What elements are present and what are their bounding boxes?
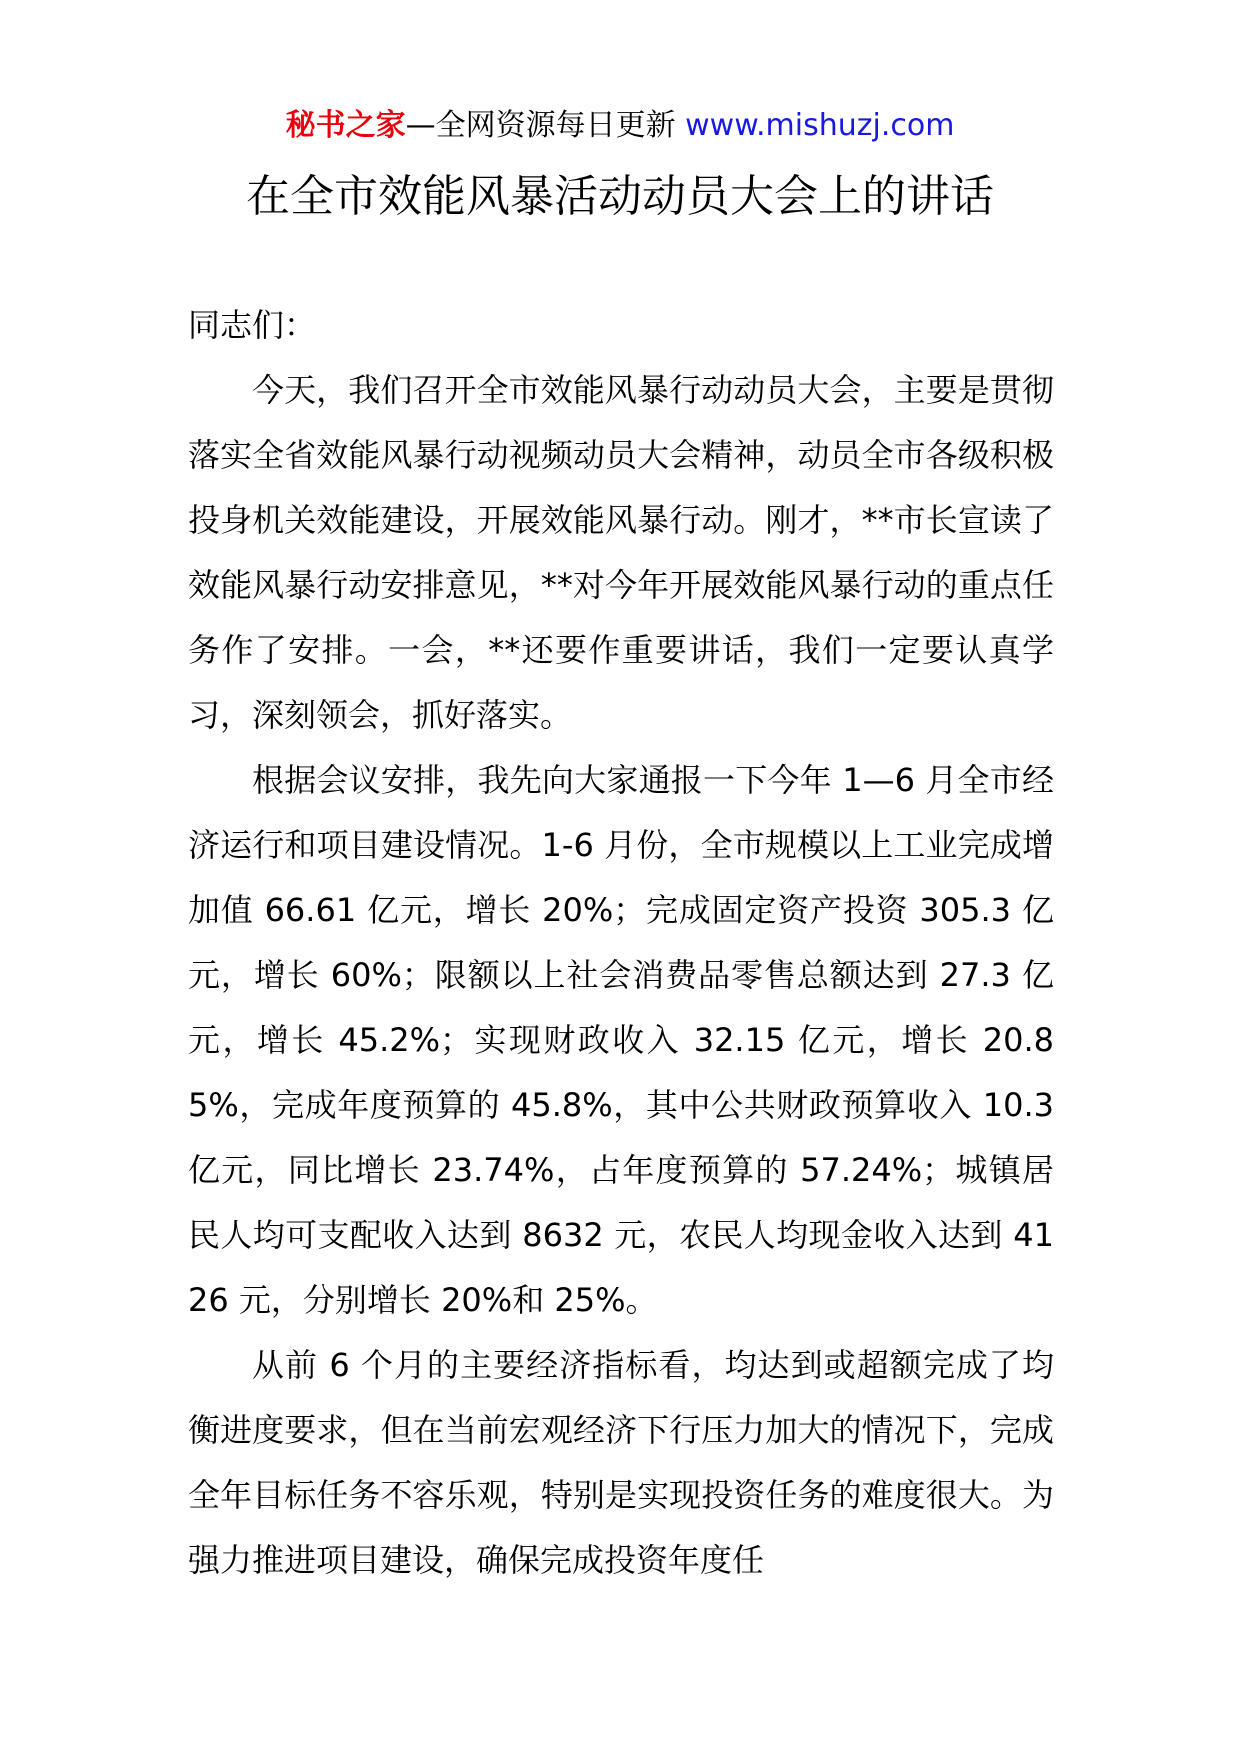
document-body xyxy=(188,293,1054,1593)
site-tagline: —全网资源每日更新 xyxy=(405,108,676,143)
document-title: 在全市效能风暴活动动员大会上的讲话 xyxy=(246,171,994,222)
site-url[interactable]: www.mishuzj.com xyxy=(685,108,955,143)
site-brand: 秘书之家 xyxy=(285,108,406,143)
site-header xyxy=(0,104,1240,148)
paragraph: 今天，我们召开全市效能风暴行动动员大会，主要是贯彻落实全省效能风暴行动视频动员大会精神，动员全市各级积极投身机关效能建设，开展效能风暴行动。刚才，**市长宣读了效能风暴行动安排意见，**对今年开展效能风暴行动的重点任务作了安排。一会，**还要作重要讲话，我们一定要认真学习，深刻领会，抓好落实。 xyxy=(188,371,1054,734)
paragraph: 根据会议安排，我先向大家通报一下今年 1—6 月全市经济运行和项目建设情况。1-6 月份，全市规模以上工业完成增加值 66.61 亿元，增长 20%；完成固定资产投资 305.3 亿元，增长 60%；限额以上社会消费品零售总额达到 27.3 亿元，增长 45.2%；实现财政收入 32.15 亿元，增长 20.85%，完成年度预算的 45.8%，其中公共财政预算收入 10.3 亿元，同比增长 23.74%，占年度预算的 57.24%；城镇居民人均可支配收入达到 8632 元，农民人均现金收入达到 4126 元，分别增长 20%和 25%。 xyxy=(188,761,1054,1319)
salutation: 同志们： xyxy=(188,306,317,344)
paragraph: 从前 6 个月的主要经济指标看，均达到或超额完成了均衡进度要求，但在当前宏观经济下行压力加大的情况下，完成全年目标任务不容乐观，特别是实现投资任务的难度很大。为强力推进项目建设，确保完成投资年度任 xyxy=(188,1346,1054,1579)
